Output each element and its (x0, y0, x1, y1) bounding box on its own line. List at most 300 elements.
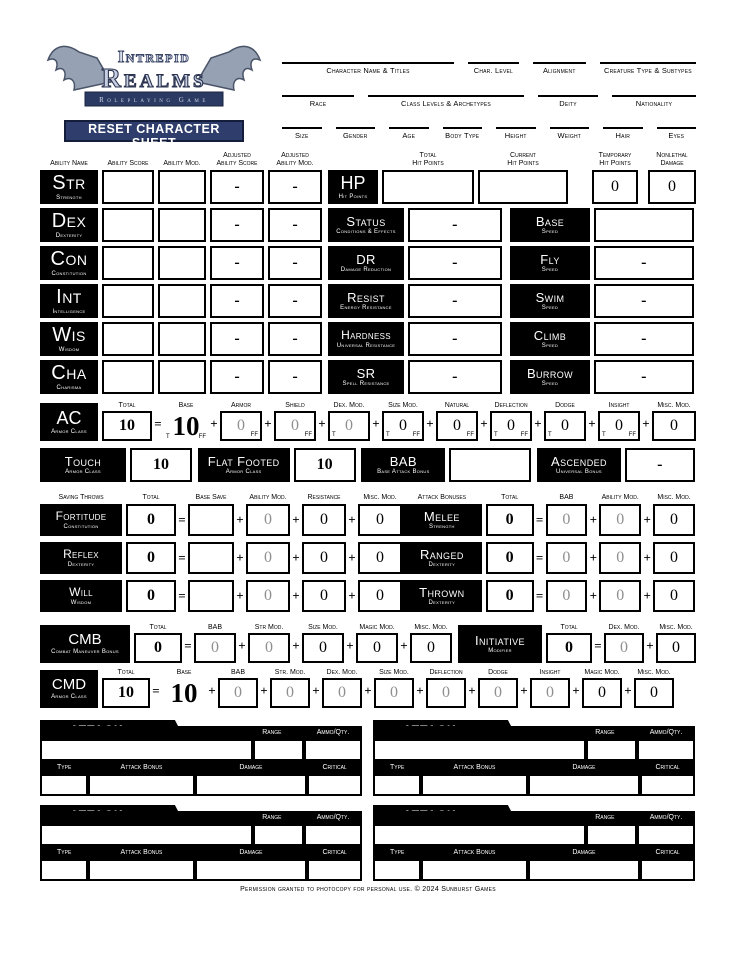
plus-sign: + (292, 588, 300, 603)
reflex-misc-input[interactable]: 0 (358, 542, 402, 574)
attack-bonus-input[interactable] (88, 774, 194, 796)
label: Touch (64, 453, 102, 469)
critical-label: Critical (655, 849, 680, 856)
cmd-dodge: 0 (478, 678, 518, 708)
defense-sub: Spell Resistance (342, 381, 390, 388)
dex-mod-input[interactable] (158, 208, 206, 242)
field-label: Size (294, 131, 309, 140)
field-line[interactable] (468, 54, 519, 64)
damage-label: Damage (572, 849, 596, 856)
dr-label (328, 246, 404, 280)
initiative-dexmod-group (604, 624, 644, 663)
type-label: Type (390, 849, 405, 856)
will-resistance-input[interactable]: 0 (302, 580, 346, 612)
base-speed-label (510, 208, 590, 242)
column-header: BAB (207, 624, 222, 631)
cha-score-input[interactable] (102, 360, 154, 394)
melee-misc-input[interactable]: 0 (653, 504, 695, 536)
gender-field[interactable] (336, 119, 376, 140)
temporary-hp-input[interactable]: 0 (592, 170, 638, 204)
plus-sign: + (236, 550, 244, 565)
initiative-dexmod: 0 (604, 633, 644, 663)
nationality-field[interactable] (612, 87, 696, 108)
intrepid-realms-logo (45, 38, 263, 114)
field-label: Creature Type & Subtypes (604, 66, 692, 75)
plus-sign: + (643, 550, 651, 565)
will-ability-mod: 0 (246, 580, 290, 612)
cmb-strmod-group (248, 624, 290, 663)
sub-label: Wisdom (70, 599, 92, 606)
plus-sign: + (292, 512, 300, 527)
field-line[interactable] (443, 119, 483, 129)
equals-sign: = (178, 550, 186, 565)
plus-sign: + (416, 683, 424, 698)
plus-sign: + (292, 638, 300, 653)
int-score-input[interactable] (102, 284, 154, 318)
field-line[interactable] (282, 87, 354, 97)
plus-sign: + (589, 512, 598, 527)
attack-range-input[interactable] (586, 824, 638, 846)
size-field[interactable] (282, 119, 322, 140)
column-header: Total (560, 624, 578, 631)
column-header: Size Mod. (379, 669, 409, 676)
column-header: Size Mod. (388, 402, 418, 409)
ac-sizemod-group (382, 402, 424, 441)
int-adjusted-score: - (210, 284, 264, 318)
cmb-magicmod-input[interactable]: 0 (356, 633, 398, 663)
deity-field[interactable] (538, 87, 598, 108)
cmd-sizemod: 0 (374, 678, 414, 708)
sub-label: Armor Class (51, 694, 87, 701)
field-label: Char. Level (473, 66, 514, 75)
ac-base-value: 10 T FF (166, 410, 206, 441)
attack-damage-input[interactable] (195, 774, 308, 796)
attack-type-input[interactable] (373, 859, 421, 881)
attack-name-input[interactable] (40, 824, 253, 846)
defense-label: Resist (347, 289, 385, 305)
ability-name: Constitution (51, 270, 87, 277)
plus-sign: + (346, 638, 354, 653)
plus-sign: + (260, 683, 268, 698)
reflex-ability-mod: 0 (246, 542, 290, 574)
equals-sign: = (184, 638, 192, 653)
burrow-speed-label (510, 360, 590, 394)
current-hp-input[interactable] (478, 170, 568, 204)
field-line[interactable] (282, 119, 322, 129)
attack-name-input[interactable] (40, 739, 253, 761)
ac-dexmod-box: 0 T (328, 411, 370, 441)
race-field[interactable] (282, 87, 354, 108)
plus-sign: + (520, 683, 528, 698)
alignment-field[interactable] (533, 54, 586, 75)
str-score-input[interactable] (102, 170, 154, 204)
ammo-label: Ammo/Qty. (649, 729, 683, 736)
column-header: Ability Mod. (601, 494, 639, 501)
column-header: Dex. Mod. (608, 624, 640, 631)
label: Initiative (475, 632, 525, 648)
ac-deflection-box[interactable]: 0 T FF (490, 411, 532, 441)
cmd-miscmod-input[interactable]: 0 (634, 678, 674, 708)
column-header: Temporary Hit Points (598, 152, 632, 167)
str-adjusted-mod: - (268, 170, 322, 204)
cmb-bab-group (194, 624, 236, 663)
ability-row-int (40, 284, 736, 318)
attack-damage-input[interactable] (528, 859, 641, 881)
plus-sign: + (646, 638, 654, 653)
abilities-column-headers (40, 152, 736, 168)
ac-total-value: 10 (102, 411, 152, 441)
attack-column-headers (402, 494, 695, 502)
ability-label-dex (40, 208, 98, 242)
melee-attack-row (402, 504, 695, 536)
char-level-field[interactable] (468, 54, 519, 75)
attack-range-input[interactable] (253, 739, 305, 761)
column-header: Deflection (494, 402, 528, 409)
str-mod-input[interactable] (158, 170, 206, 204)
eyes-field[interactable] (657, 119, 697, 140)
age-field[interactable] (389, 119, 429, 140)
plus-sign: + (400, 638, 408, 653)
attack-name-input[interactable] (373, 739, 586, 761)
cmd-deflection-group (426, 669, 466, 708)
plus-sign: + (589, 550, 598, 565)
field-line[interactable] (550, 119, 590, 129)
body-type-field[interactable] (443, 119, 483, 140)
damage-label: Damage (239, 849, 263, 856)
column-header: Resistance (307, 494, 341, 501)
reflex-resistance-input[interactable]: 0 (302, 542, 346, 574)
ability-abbr: Con (50, 247, 88, 270)
weight-field[interactable] (550, 119, 590, 140)
equals-sign: = (535, 550, 544, 565)
flatfooted-marker: FF (466, 432, 474, 438)
type-label: Type (57, 849, 72, 856)
flatfooted-marker: FF (304, 432, 312, 438)
plus-sign: + (372, 416, 380, 431)
hardness-value: - (408, 322, 502, 356)
column-header: Misc. Mod. (657, 494, 691, 501)
ascended-value: - (625, 448, 695, 482)
attack-damage-input[interactable] (195, 859, 308, 881)
cmb-miscmod-group (410, 624, 452, 663)
range-label: Range (262, 814, 282, 821)
speed-label: Climb (533, 327, 567, 343)
melee-ability-mod: 0 (599, 504, 641, 536)
column-header: Total Hit Points (412, 152, 444, 167)
ability-row-cha (40, 360, 736, 394)
column-header: Armor (231, 402, 251, 409)
reset-character-sheet-button[interactable]: RESET CHARACTER SHEET (64, 120, 244, 142)
label: BAB (389, 453, 417, 469)
column-header: Dex. Mod. (333, 402, 365, 409)
ranged-ability-mod: 0 (599, 542, 641, 574)
attack-type-input[interactable] (40, 774, 88, 796)
wis-mod-input[interactable] (158, 322, 206, 356)
attack-critical-input[interactable] (640, 774, 695, 796)
sub-label: Armor Class (225, 469, 262, 476)
field-line[interactable] (603, 119, 643, 129)
field-line[interactable] (336, 119, 376, 129)
wis-score-input[interactable] (102, 322, 154, 356)
label: Fortitude (55, 509, 107, 524)
ac-dodge-group (544, 402, 586, 441)
ability-name: Strength (56, 194, 82, 201)
attack-type-input[interactable] (373, 774, 421, 796)
ability-name: Wisdom (58, 346, 80, 353)
cmb-bab: 0 (194, 633, 236, 663)
ability-row-dex (40, 208, 736, 242)
cmb-miscmod-input[interactable]: 0 (410, 633, 452, 663)
field-label: Age (402, 131, 416, 140)
ac-natural-group (436, 402, 478, 441)
field-line[interactable] (600, 54, 696, 64)
cmd-base-value: 10 (170, 677, 198, 708)
attack-blocks (40, 720, 736, 881)
bab-input[interactable] (449, 448, 531, 482)
ranged-label (402, 542, 482, 574)
character-name-field[interactable] (282, 54, 454, 75)
saves-column-headers (40, 494, 402, 502)
field-line[interactable] (496, 119, 536, 129)
attack-range-input[interactable] (586, 739, 638, 761)
column-header: Current Hit Points (507, 152, 539, 167)
field-line[interactable] (282, 54, 454, 64)
field-line[interactable] (657, 119, 697, 129)
ac-natural-box[interactable]: 0 FF (436, 411, 478, 441)
fortitude-misc-input[interactable]: 0 (358, 504, 402, 536)
cmd-bab-group (218, 669, 258, 708)
ac-base-group (164, 402, 208, 441)
column-header: Saving Throws (58, 494, 104, 501)
field-label: Class Levels & Archetypes (401, 98, 491, 108)
field-line[interactable] (538, 87, 598, 97)
melee-label (402, 504, 482, 536)
attack-ammo-input[interactable] (304, 824, 362, 846)
height-field[interactable] (496, 119, 536, 140)
ability-abbr: Cha (51, 361, 87, 384)
defense-sub: Damage Reduction (340, 267, 392, 274)
attack-name-input[interactable] (373, 824, 586, 846)
attack-bonus-input[interactable] (88, 859, 194, 881)
column-header: Nonlethal Damage (656, 152, 688, 167)
attack-detail-bar (40, 761, 362, 774)
plus-sign: + (318, 416, 326, 431)
plus-sign: + (348, 588, 356, 603)
column-header: Ability Score (107, 160, 149, 167)
fly-speed-label (510, 246, 590, 280)
sub-label: Base Attack Bonus (377, 469, 430, 476)
ranged-misc-input[interactable]: 0 (653, 542, 695, 574)
ac-miscmod-box[interactable]: 0 (652, 411, 696, 441)
creature-type-field[interactable] (600, 54, 696, 75)
attack-type-input[interactable] (40, 859, 88, 881)
field-line[interactable] (612, 87, 696, 97)
ac-dexmod-group (328, 402, 370, 441)
label: CMB (68, 631, 102, 649)
attack-critical-input[interactable] (307, 859, 362, 881)
secondary-ac-row (40, 448, 695, 482)
fortitude-save-row (40, 504, 402, 536)
attack-range-input[interactable] (253, 824, 305, 846)
ranged-total: 0 (486, 542, 534, 574)
bio-fields (268, 38, 696, 142)
plus-sign: + (642, 416, 650, 431)
field-line[interactable] (389, 119, 429, 129)
cmd-deflection: 0 (426, 678, 466, 708)
will-misc-input[interactable]: 0 (358, 580, 402, 612)
column-header: Total (117, 669, 135, 676)
attack-bonus-input[interactable] (421, 774, 527, 796)
field-line[interactable] (368, 87, 524, 97)
fortitude-resistance-input[interactable]: 0 (302, 504, 346, 536)
reflex-total: 0 (126, 542, 176, 574)
initiative-miscmod-group (656, 624, 696, 663)
hair-field[interactable] (603, 119, 643, 140)
column-header: Base Save (195, 494, 227, 501)
cmd-insight-group (530, 669, 570, 708)
sub-label: Strength (428, 524, 455, 531)
label: Ascended (551, 453, 607, 469)
column-header: Insight (539, 669, 561, 676)
field-label: Gender (342, 131, 368, 140)
ability-row-wis (40, 322, 736, 356)
column-header: Dodge (488, 669, 508, 676)
cmd-bab: 0 (218, 678, 258, 708)
plus-sign: + (264, 416, 272, 431)
sub-label: Combat Maneuver Bonus (51, 649, 119, 656)
field-line[interactable] (533, 54, 586, 64)
touch-marker: T (332, 432, 336, 438)
resist-label (328, 284, 404, 318)
plus-sign: + (208, 683, 216, 698)
attack-damage-input[interactable] (528, 774, 641, 796)
speed-sub: Speed (541, 343, 559, 350)
speed-label: Burrow (526, 365, 574, 381)
climb-speed-value: - (594, 322, 694, 356)
cmb-sizemod-group (302, 624, 344, 663)
dr-value: - (408, 246, 502, 280)
label: Reflex (63, 547, 99, 562)
fortitude-base-save-input[interactable] (188, 504, 234, 536)
ac-dodge-box[interactable]: 0 T (544, 411, 586, 441)
speed-sub: Speed (541, 381, 559, 388)
logo-title-line2: Realms (101, 63, 207, 93)
column-header: Dex. Mod. (326, 669, 358, 676)
base-speed-input[interactable] (594, 208, 694, 242)
cmb-strmod: 0 (248, 633, 290, 663)
con-score-input[interactable] (102, 246, 154, 280)
equals-sign: = (594, 638, 602, 653)
ac-insight-box[interactable]: 0 T FF (598, 411, 640, 441)
reflex-base-save-input[interactable] (188, 542, 234, 574)
will-base-save-input[interactable] (188, 580, 234, 612)
column-header: BAB (559, 494, 574, 501)
cmd-magicmod-input[interactable]: 0 (582, 678, 622, 708)
plus-sign: + (292, 550, 300, 565)
column-header: Misc. Mod. (363, 494, 397, 501)
ac-total-group (102, 402, 152, 441)
equals-sign: = (535, 588, 544, 603)
cmb-label (40, 625, 130, 663)
touch-marker: T (602, 432, 606, 438)
touch-ac-label (40, 448, 126, 482)
hardness-label (328, 322, 404, 356)
ability-abbr: Str (52, 171, 86, 194)
cmd-total: 10 (102, 678, 150, 708)
label: Ranged (419, 546, 464, 562)
field-label: Nationality (635, 98, 673, 108)
attack-critical-input[interactable] (640, 859, 695, 881)
attack-detail-bar (40, 846, 362, 859)
plus-sign: + (468, 683, 476, 698)
attack-ammo-input[interactable] (304, 739, 362, 761)
type-label: Type (57, 764, 72, 771)
attack-bonus-input[interactable] (421, 859, 527, 881)
flatfooted-marker: FF (250, 432, 258, 438)
class-levels-field[interactable] (368, 87, 524, 108)
thrown-misc-input[interactable]: 0 (653, 580, 695, 612)
defense-label: Status (346, 213, 386, 229)
attack-block-2 (373, 720, 695, 796)
column-header: Ability Name (50, 160, 88, 167)
flatfooted-marker: FF (412, 432, 420, 438)
ability-name: Dexterity (55, 232, 83, 239)
plus-sign: + (348, 550, 356, 565)
column-header: Misc. Mod. (659, 624, 693, 631)
int-mod-input[interactable] (158, 284, 206, 318)
total-hp-input[interactable] (382, 170, 474, 204)
reflex-save-row (40, 542, 402, 574)
cha-mod-input[interactable] (158, 360, 206, 394)
plus-sign: + (426, 416, 434, 431)
plus-sign: + (624, 683, 632, 698)
sub-label: Dexterity (428, 600, 456, 607)
touch-marker: T (166, 434, 170, 440)
flat-footed-ac-label (198, 448, 290, 482)
defense-label: Hardness (341, 328, 391, 343)
will-save-row (40, 580, 402, 612)
defense-sub: Universal Resistance (336, 342, 396, 349)
field-label: Weight (557, 131, 582, 140)
sub-label: Dexterity (67, 561, 95, 568)
dex-score-input[interactable] (102, 208, 154, 242)
initiative-label (458, 625, 542, 663)
speed-sub: Speed (541, 305, 559, 312)
status-value: - (408, 208, 502, 242)
attack-critical-input[interactable] (307, 774, 362, 796)
equals-sign: = (178, 588, 186, 603)
ac-shield-group (274, 402, 316, 441)
initiative-miscmod-input[interactable]: 0 (656, 633, 696, 663)
ac-sizemod-box[interactable]: 0 T FF (382, 411, 424, 441)
ac-deflection-group (490, 402, 532, 441)
attack-ammo-input[interactable] (637, 824, 695, 846)
melee-bab: 0 (546, 504, 588, 536)
bab-label (361, 448, 445, 482)
initiative-total: 0 (546, 633, 592, 663)
cmb-sizemod-input[interactable]: 0 (302, 633, 344, 663)
plus-sign: + (238, 638, 246, 653)
attack-bonuses-section (402, 494, 695, 618)
con-mod-input[interactable] (158, 246, 206, 280)
thrown-attack-row (402, 580, 695, 612)
plus-sign: + (643, 512, 651, 527)
column-header: Magic Mod. (584, 669, 620, 676)
ac-armor-box: 0 FF (220, 411, 262, 441)
column-header: Ability Mod. (249, 494, 287, 501)
nonlethal-damage-input[interactable]: 0 (648, 170, 696, 204)
attack-ammo-input[interactable] (637, 739, 695, 761)
